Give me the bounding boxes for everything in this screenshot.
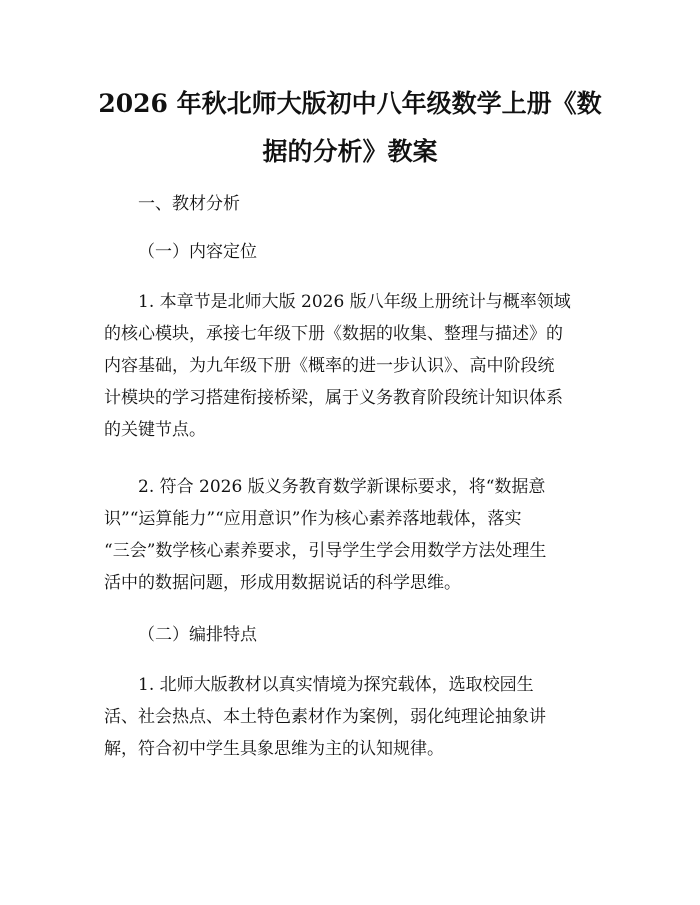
paragraph-1-line: 计模块的学习搭建衔接桥梁，属于义务教育阶段统计知识体系 [104, 388, 563, 408]
paragraph-1-line: 1. 本章节是北师大版 2026 版八年级上册统计与概率领域 [138, 292, 571, 312]
paragraph-3-line: 解，符合初中学生具象思维为主的认知规律。 [104, 739, 444, 759]
paragraph-2-line: 活中的数据问题，形成用数据说话的科学思维。 [104, 573, 461, 593]
section-heading-textbook-analysis: 一、教材分析 [138, 194, 240, 214]
paragraph-1-line: 的核心模块，承接七年级下册《数据的收集、整理与描述》的 [104, 324, 563, 344]
paragraph-1 [104, 286, 604, 446]
subsection-heading-content-positioning: （一）内容定位 [138, 242, 257, 262]
paragraph-2-line: 2. 符合 2026 版义务教育数学新课标要求，将“数据意 [138, 477, 546, 497]
paragraph-1-line: 内容基础，为九年级下册《概率的进一步认识》、高中阶段统 [104, 356, 555, 376]
paragraph-3-line: 活、社会热点、本土特色素材作为案例，弱化纯理论抽象讲 [104, 707, 546, 727]
paragraph-1-line: 的关键节点。 [104, 420, 206, 440]
paragraph-3 [104, 669, 604, 765]
document-title-line-1: 2026 年秋北师大版初中八年级数学上册《数 [98, 89, 602, 118]
paragraph-2 [104, 471, 604, 599]
paragraph-2-line: 识”“运算能力”“应用意识”作为核心素养落地载体，落实 [104, 509, 522, 529]
subsection-heading-layout-features: （二）编排特点 [138, 625, 257, 645]
paragraph-2-line: “三会”数学核心素养要求，引导学生学会用数学方法处理生 [104, 541, 547, 561]
paragraph-3-line: 1. 北师大版教材以真实情境为探究载体，选取校园生 [138, 675, 534, 695]
document-title-line-2: 据的分析》教案 [262, 137, 438, 166]
